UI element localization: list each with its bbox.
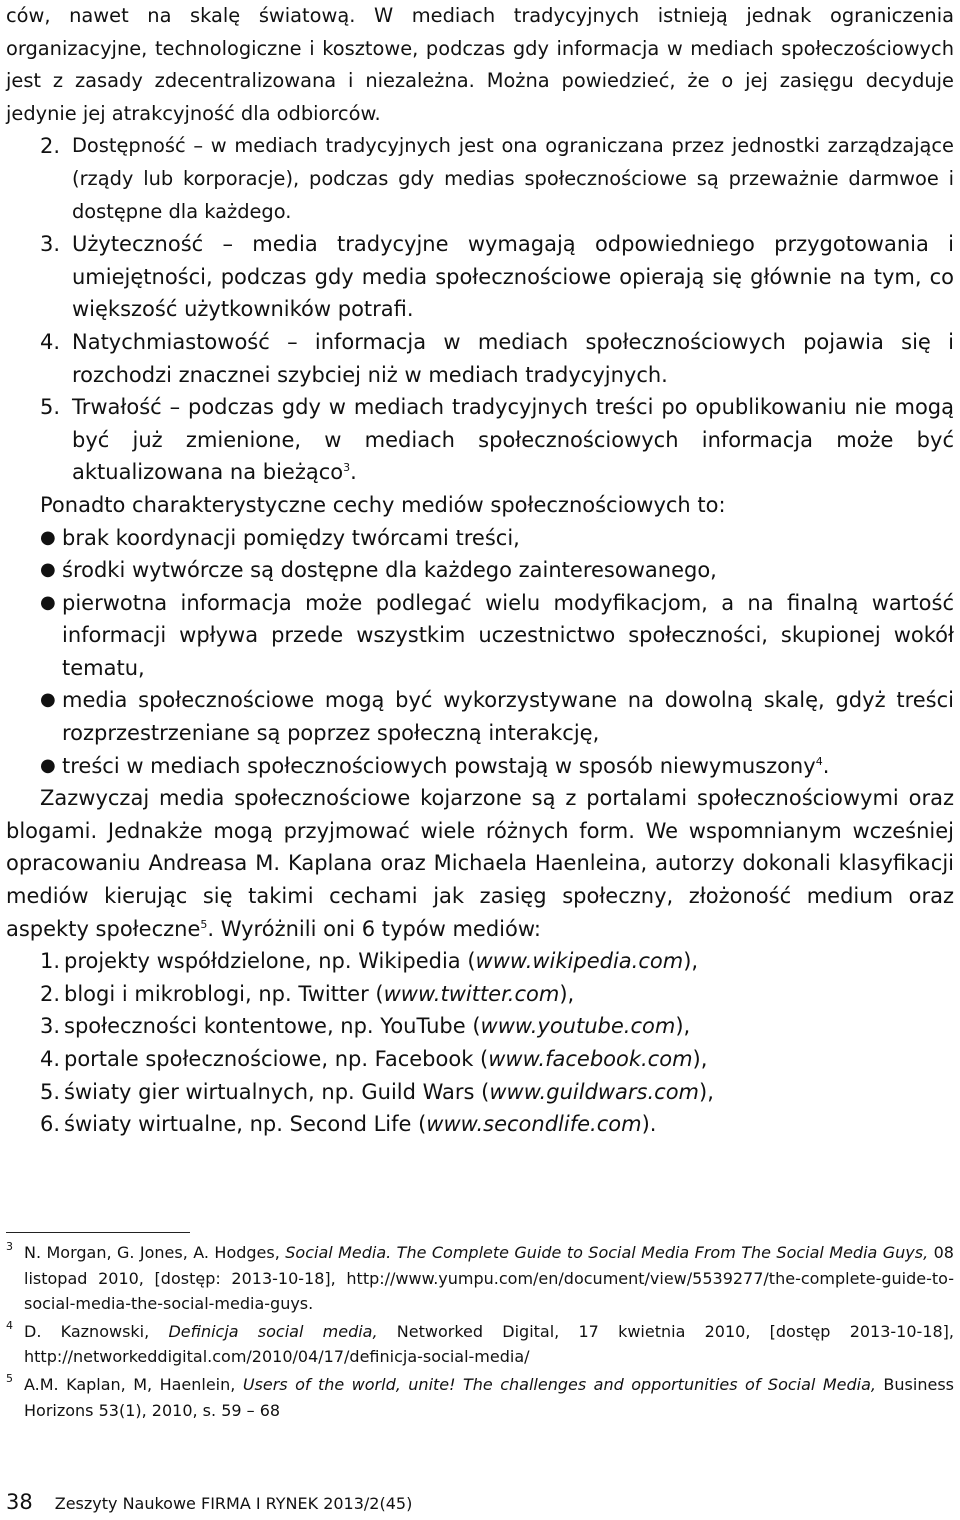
item-close: ). — [641, 1112, 657, 1137]
url-link[interactable]: www.twitter.com — [383, 981, 560, 1006]
bullet-icon: ● — [40, 689, 56, 711]
footnote-author: D. Kaznowski, — [24, 1321, 169, 1341]
item-text-wrap — [64, 1076, 714, 1109]
item-text: Trwałość – podczas gdy w mediach tradycyjnych treści po opublikowaniu nie mogą być już zmienione, w mediach społecznościowych informacja może być aktualizowana na bieżąco — [72, 395, 954, 485]
item-text-wrap — [64, 1010, 690, 1043]
footnote — [6, 1372, 954, 1423]
item-close: ), — [699, 1079, 714, 1104]
footnote-details: Business Horizons 53(1), 2010, s. 59 – 68 — [24, 1374, 954, 1420]
item-text-wrap — [64, 1108, 656, 1141]
footnote-details: 08 listopad 2010, [dostęp: 2013-10-18], http://www.yumpu.com/en/document/view/5539277/the-complete-guide-to-social-media-the-social-media-guys. — [24, 1243, 954, 1314]
numbered-list — [6, 130, 954, 489]
bullet-text-end: . — [822, 753, 830, 778]
footnote-author: A.M. Kaplan, M, Haenlein, — [24, 1374, 243, 1394]
item-text-wrap — [72, 391, 954, 489]
item-close: ), — [559, 981, 575, 1006]
journal-name: Zeszyty Naukowe FIRMA I RYNEK 2013/2(45) — [54, 1494, 413, 1513]
item-text: światy gier wirtualnych, np. Guild Wars ( — [64, 1079, 490, 1104]
item-number: 4. — [40, 1047, 61, 1071]
media-types-list — [6, 945, 954, 1141]
item-number: 5. — [40, 395, 61, 420]
footnote-author: N. Morgan, G. Jones, A. Hodges, — [24, 1243, 286, 1262]
item-text: portale społecznościowe, np. Facebook ( — [64, 1047, 489, 1071]
footnote-title: Social Media. The Complete Guide to Social Media From The Social Media Guys, — [285, 1243, 929, 1262]
list-item — [40, 1010, 954, 1043]
footnote-text — [24, 1372, 954, 1423]
bullet-text: brak koordynacji pomiędzy twórcami treści, — [62, 525, 520, 550]
item-number: 3. — [40, 232, 61, 257]
item-close: ), — [683, 949, 699, 974]
bullet-text: media społecznościowe mogą być wykorzystywane na dowolną skalę, gdyż treści rozprzestrzeniane są poprzez społeczną interakcję, — [62, 688, 954, 746]
bullet-text-wrap — [62, 750, 954, 783]
page-footer — [6, 1490, 412, 1514]
item-text-wrap — [64, 1043, 707, 1076]
paragraph-text: Zazwyczaj media społecznościowe kojarzone są z portalami społecznościowymi oraz blogami. Jednakże mogą przyjmować wiele różnych form. We wspomnianym wcześniej opracowaniu Andreasa M. Kaplana oraz Michaela Haenleina, autorzy dokonali klasyfikacji mediów kierując się takimi cechami jak zasięg społeczny, złożoność medium oraz aspekty społeczne — [6, 786, 954, 941]
footnote — [6, 1240, 954, 1317]
url-link[interactable]: www.facebook.com — [488, 1047, 693, 1071]
item-text-end: . — [350, 460, 357, 485]
item-text: światy wirtualne, np. Second Life ( — [64, 1112, 427, 1137]
bullet-icon: ● — [40, 591, 56, 613]
item-text: Natychmiastowość – informacja w mediach społecznościowych pojawia się i rozchodzi znacznei szybciej niż w mediach tradycyjnych. — [72, 329, 954, 387]
footnote-mark: 3 — [6, 1240, 13, 1253]
footnote-ref[interactable]: 4 — [815, 754, 823, 768]
item-text: projekty współdzielone, np. Wikipedia ( — [64, 949, 476, 974]
item-close: ), — [675, 1014, 691, 1039]
footnote-ref[interactable]: 3 — [343, 461, 351, 475]
item-number: 2. — [40, 981, 61, 1006]
item-text-wrap — [64, 978, 574, 1011]
bullet-icon: ● — [40, 559, 56, 581]
item-number: 2. — [40, 134, 61, 159]
item-text-wrap — [64, 945, 698, 978]
list-item — [40, 978, 954, 1011]
footnote-title: Definicja social media, — [168, 1321, 378, 1341]
body-paragraph — [6, 782, 954, 945]
footnote-mark: 5 — [6, 1371, 13, 1385]
item-text: blogi i mikroblogi, np. Twitter ( — [64, 981, 384, 1006]
features-intro: Ponadto charakterystyczne cechy mediów społecznościowych to: — [40, 492, 726, 517]
footnote-mark: 4 — [6, 1318, 13, 1332]
item-number: 4. — [40, 329, 61, 354]
item-number: 3. — [40, 1014, 61, 1039]
features-list — [6, 522, 954, 783]
footnote-text — [24, 1240, 954, 1317]
item-text: Dostępność – w mediach tradycyjnych jest ona ograniczana przez jednostki zarządzające (rządy lub korporacje), podczas gdy medias społecznościowe są przeważnie darmwoe i dostępne dla każdego. — [72, 134, 954, 223]
list-item — [40, 1108, 954, 1141]
item-text: Użyteczność – media tradycyjne wymagają odpowiedniego przygotowania i umiejętności, podczas gdy media społecznościowe opierają się głównie na tym, co większość użytkowników potrafi. — [72, 232, 954, 322]
paragraph-text-end: . Wyróżnili oni 6 typów mediów: — [207, 916, 541, 941]
bullet-icon: ● — [40, 754, 56, 776]
url-link[interactable]: www.secondlife.com — [426, 1112, 642, 1137]
list-item — [6, 684, 954, 749]
url-link[interactable]: www.youtube.com — [480, 1014, 676, 1039]
footnote-ref[interactable]: 5 — [200, 917, 208, 931]
list-item — [6, 587, 954, 685]
list-item — [6, 750, 954, 783]
bullet-icon: ● — [40, 526, 56, 548]
footnote-text — [24, 1319, 954, 1370]
bullet-text: pierwotna informacja może podlegać wielu modyfikacjom, a na finalną wartość informacji wpływa przede wszystkim uczestnictwo społeczności, skupionej wokół tematu, — [62, 590, 954, 680]
list-item — [6, 522, 954, 555]
footnote-details: Networked Digital, 17 kwietnia 2010, [dostęp 2013-10-18], http://networkeddigital.com/2010/04/17/definicja-social-media/ — [24, 1321, 955, 1367]
footnote-divider — [6, 1232, 190, 1233]
main-text — [6, 0, 954, 1141]
url-link[interactable]: www.wikipedia.com — [475, 949, 684, 974]
list-item — [6, 130, 954, 228]
item-number: 1. — [40, 949, 61, 974]
item-number: 5. — [40, 1079, 61, 1104]
footnote — [6, 1319, 954, 1370]
list-item — [6, 228, 954, 326]
item-text: społeczności kontentowe, np. YouTube ( — [64, 1014, 481, 1039]
list-item — [40, 1076, 954, 1109]
bullet-text: środki wytwórcze są dostępne dla każdego zainteresowanego, — [62, 558, 717, 583]
bullet-text: treści w mediach społecznościowych powstają w sposób niewymuszony — [62, 753, 816, 778]
item-close: ), — [692, 1047, 708, 1071]
list-item — [40, 1043, 954, 1076]
list-item — [6, 391, 954, 489]
list-item — [6, 554, 954, 587]
list-item — [6, 326, 954, 391]
footnote-title: Users of the world, unite! The challenges and opportunities of Social Media, — [242, 1374, 876, 1394]
page-number: 38 — [6, 1490, 33, 1514]
list-item — [40, 945, 954, 978]
footnotes — [6, 1240, 954, 1425]
url-link[interactable]: www.guildwars.com — [489, 1079, 700, 1104]
item-number: 6. — [40, 1112, 61, 1137]
continuation-paragraph: ców, nawet na skalę światową. W mediach tradycyjnych istnieją jednak ograniczenia organizacyjne, technologiczne i kosztowe, podczas gdy informacja w mediach społeczościowych jest z zasady zdecentralizowana i niezależna. Można powiedzieć, że o jej zasięgu decyduje jedynie jej atrakcyjność dla odbiorców. — [6, 4, 954, 125]
